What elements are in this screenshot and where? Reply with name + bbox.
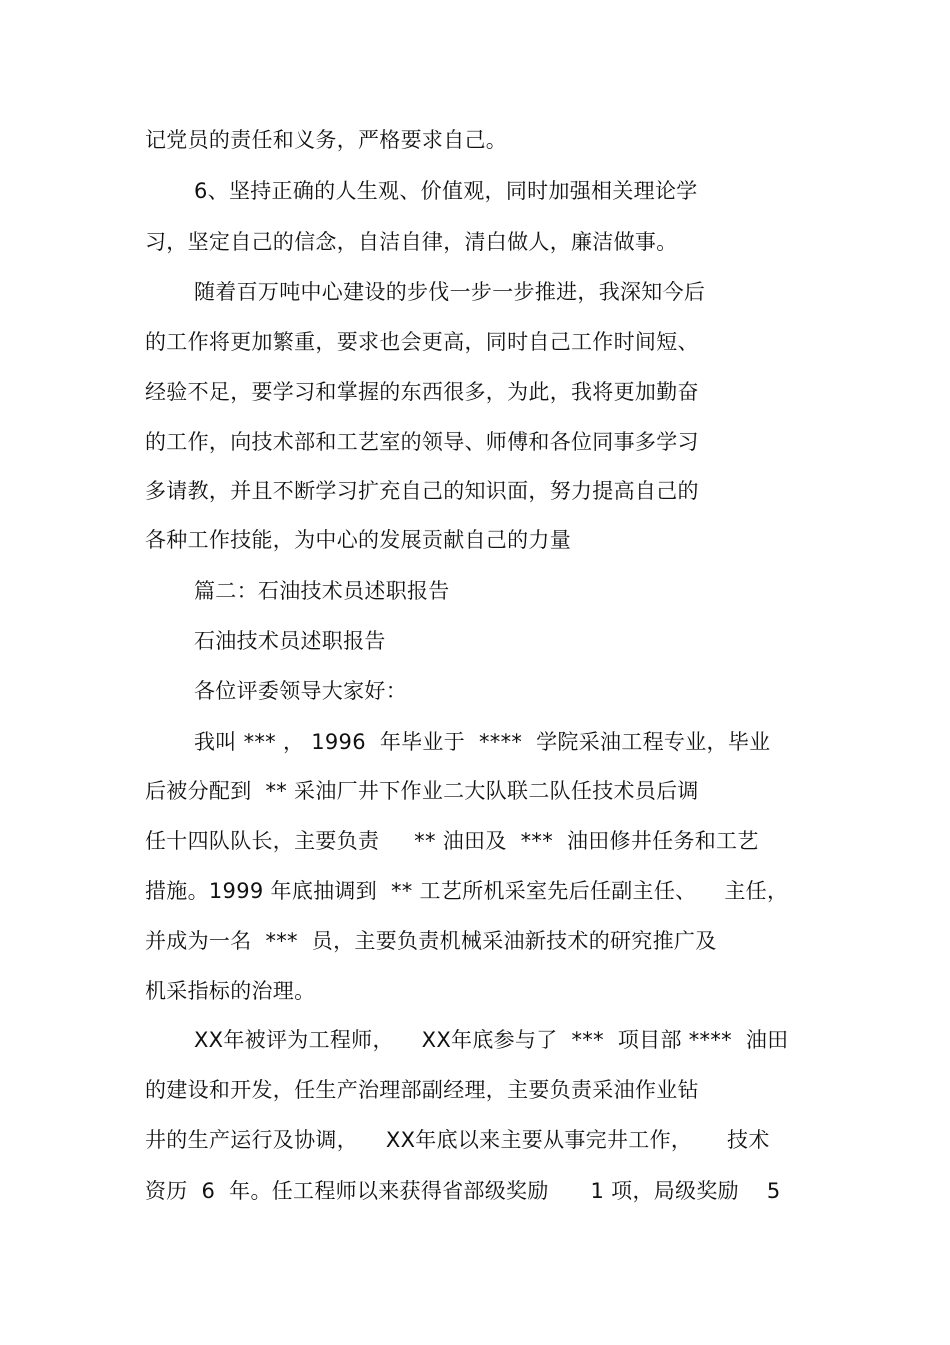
paragraph-line: 6、坚持正确的人生观、价值观，同时加强相关理论学 [194, 179, 698, 203]
paragraph-line: 资历 6 年。任工程师以来获得省部级奖励 1 项，局级奖励 5 [145, 1179, 781, 1203]
paragraph-line: 多请教，并且不断学习扩充自己的知识面，努力提高自己的 [145, 479, 699, 503]
paragraph-line: 机采指标的治理。 [145, 979, 316, 1003]
paragraph-line: 措施。1999 年底抽调到 ** 工艺所机采室先后任副主任、 主任， [145, 879, 789, 903]
paragraph-line: 各种工作技能，为中心的发展贡献自己的力量 [145, 528, 571, 552]
paragraph-line: 记党员的责任和义务，严格要求自己。 [145, 128, 508, 152]
paragraph-line: 后被分配到 ** 采油厂井下作业二大队联二队任技术员后调 [145, 779, 699, 803]
paragraph-line: 的建设和开发，任生产治理部副经理，主要负责采油作业钻 [145, 1078, 699, 1102]
paragraph-line: XX年被评为工程师， XX年底参与了 *** 项目部 **** 油田 [194, 1028, 789, 1052]
paragraph-line: 习，坚定自己的信念，自洁自律，清白做人，廉洁做事。 [145, 230, 678, 254]
report-title: 石油技术员述职报告 [194, 629, 386, 653]
paragraph-line: 的工作将更加繁重，要求也会更高，同时自己工作时间短、 [145, 330, 699, 354]
section-heading: 篇二：石油技术员述职报告 [194, 579, 450, 603]
paragraph-line: 随着百万吨中心建设的步伐一步一步推进，我深知今后 [194, 280, 706, 304]
salutation: 各位评委领导大家好： [194, 679, 407, 703]
paragraph-line: 任十四队队长，主要负责 ** 油田及 *** 油田修井任务和工艺 [145, 829, 759, 853]
paragraph-line: 经验不足，要学习和掌握的东西很多，为此，我将更加勤奋 [145, 380, 699, 404]
paragraph-line: 井的生产运行及协调， XX年底以来主要从事完井工作， 技术 [145, 1128, 770, 1152]
paragraph-line: 并成为一名 *** 员，主要负责机械采油新技术的研究推广及 [145, 929, 717, 953]
paragraph-line: 的工作，向技术部和工艺室的领导、师傅和各位同事多学习 [145, 430, 699, 454]
paragraph-line: 我叫 *** ， 1996 年毕业于 **** 学院采油工程专业，毕业 [194, 730, 771, 754]
